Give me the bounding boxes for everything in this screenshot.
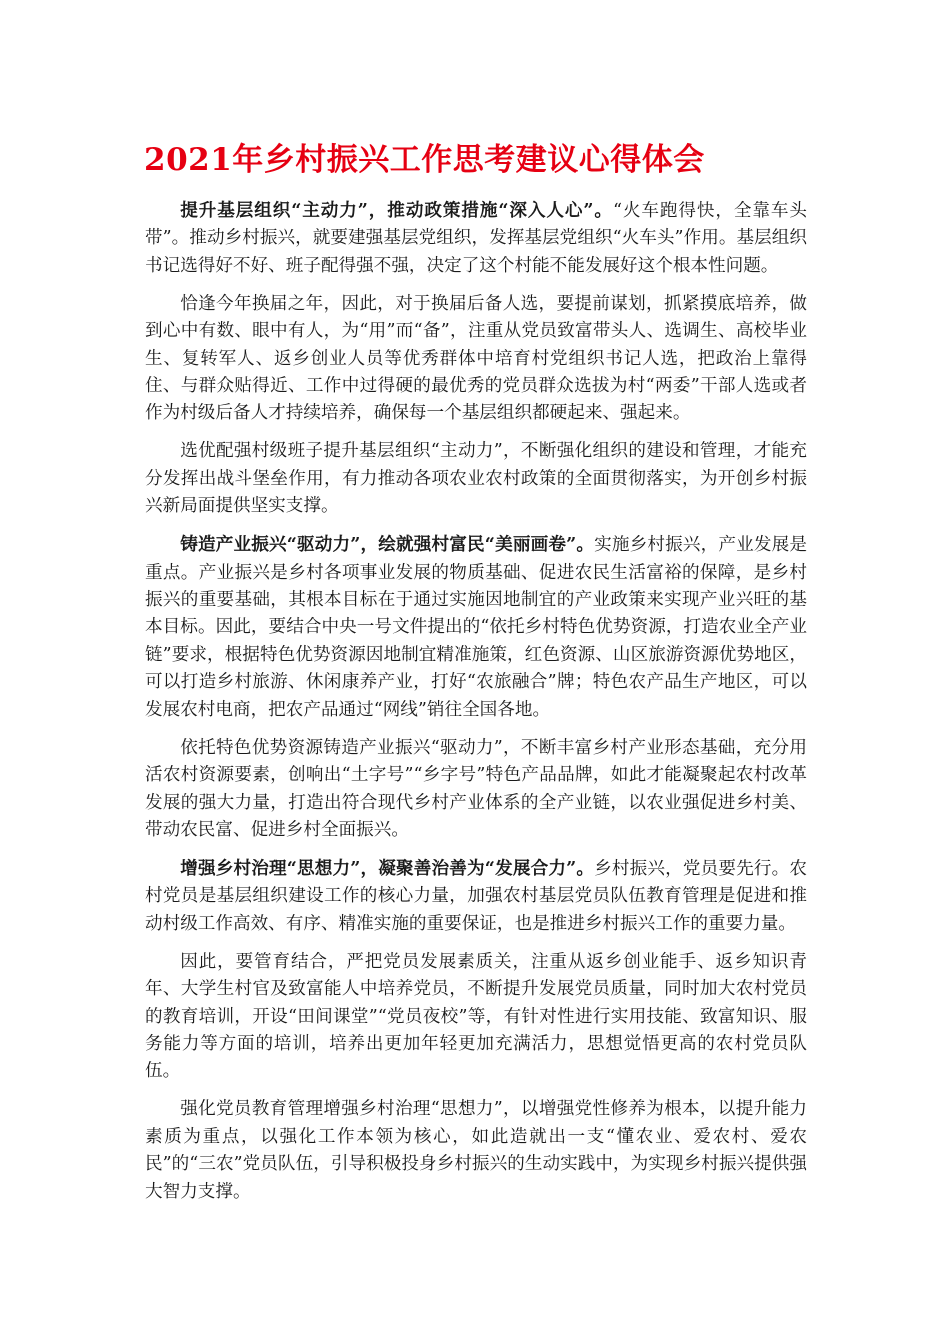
paragraph-2 [145, 291, 807, 428]
paragraph-1-lead: 提升基层组织“主动力”，推动政策措施“深入人心”。 [180, 200, 613, 221]
paragraph-2-text: 恰逢今年换届之年，因此，对于换届后备人选，要提前谋划，抓紧摸底培养，做到心中有数、眼中有人，为“用”而“备”，注重从党员致富带头人、选调生、高校毕业生、复转军人、返乡创业人员等优秀群体中培育村党组织书记人选，把政治上靠得住、与群众贴得近、工作中过得硬的最优秀的党员群众选拔为村“两委”干部人选或者作为村级后备人才持续培养，确保每一个基层组织都硬起来、强起来。 [145, 293, 807, 424]
paragraph-1 [145, 197, 807, 280]
paragraph-1-text: “火车跑得快，全靠车头带”。推动乡村振兴，就要建强基层党组织，发挥基层党组织“火车头”作用。基层组织书记选得好不好、班子配得强不强，决定了这个村能不能发展好这个根本性问题。 [145, 201, 808, 276]
paragraph-7 [145, 949, 807, 1086]
paragraph-7-text: 因此，要管育结合，严把党员发展素质关，注重从返乡创业能手、返乡知识青年、大学生村官及致富能人中培养党员，不断提升发展党员质量，同时加大农村党员的教育培训，开设“田间课堂”“党员夜校”等，有针对性进行实用技能、致富知识、服务能力等方面的培训，培养出更加年轻更加充满活力，思想觉悟更高的农村党员队伍。 [145, 951, 807, 1082]
paragraph-8 [145, 1096, 807, 1206]
paragraph-4-text: 实施乡村振兴，产业发展是重点。产业振兴是乡村各项事业发展的物质基础、促进农民生活富裕的保障，是乡村振兴的重要基础，其根本目标在于通过实施因地制宜的产业政策来实现产业兴旺的基本目标。因此，要结合中央一号文件提出的“依托乡村特色优势资源，打造农业全产业链”要求，根据特色优势资源因地制宜精准施策，红色资源、山区旅游资源优势地区，可以打造乡村旅游、休闲康养产业，打好“农旅融合”牌；特色农产品生产地区，可以发展农村电商，把农产品通过“网线”销往全国各地。 [145, 535, 807, 720]
paragraph-4 [145, 531, 807, 724]
paragraph-6-text: 乡村振兴，党员要先行。农村党员是基层组织建设工作的核心力量，加强农村基层党员队伍教育管理是促进和推动村级工作高效、有序、精准实施的重要保证，也是推进乡村振兴工作的重要力量。 [145, 858, 807, 934]
paragraph-5 [145, 735, 807, 845]
paragraph-4-lead: 铸造产业振兴“驱动力”，绘就强村富民“美丽画卷”。 [180, 534, 595, 556]
paragraph-6-lead: 增强乡村治理“思想力”，凝聚善治善为“发展合力”。 [180, 857, 595, 879]
paragraph-3 [145, 438, 807, 520]
paragraph-3-text: 选优配强村级班子提升基层组织“主动力”，不断强化组织的建设和管理，才能充分发挥出战斗堡垒作用，有力推动各项农业农村政策的全面贯彻落实，为开创乡村振兴新局面提供坚实支撑。 [145, 441, 807, 517]
document-body [145, 197, 807, 1217]
paragraph-8-text: 强化党员教育管理增强乡村治理“思想力”，以增强党性修养为根本，以提升能力素质为重点，以强化工作本领为核心，如此造就出一支“懂农业、爱农村、爱农民”的“三农”党员队伍，引导积极投身乡村振兴的生动实践中，为实现乡村振兴提供强大智力支撑。 [145, 1099, 807, 1202]
document-title: 2021年乡村振兴工作思考建议心得体会 [144, 142, 705, 178]
paragraph-6 [145, 855, 807, 938]
paragraph-5-text: 依托特色优势资源铸造产业振兴“驱动力”，不断丰富乡村产业形态基础，充分用活农村资源要素，创响出“土字号”“乡字号”特色产品品牌，如此才能凝聚起农村改革发展的强大力量，打造出符合现代乡村产业体系的全产业链，以农业强促进乡村美、带动农民富、促进乡村全面振兴。 [145, 737, 807, 840]
